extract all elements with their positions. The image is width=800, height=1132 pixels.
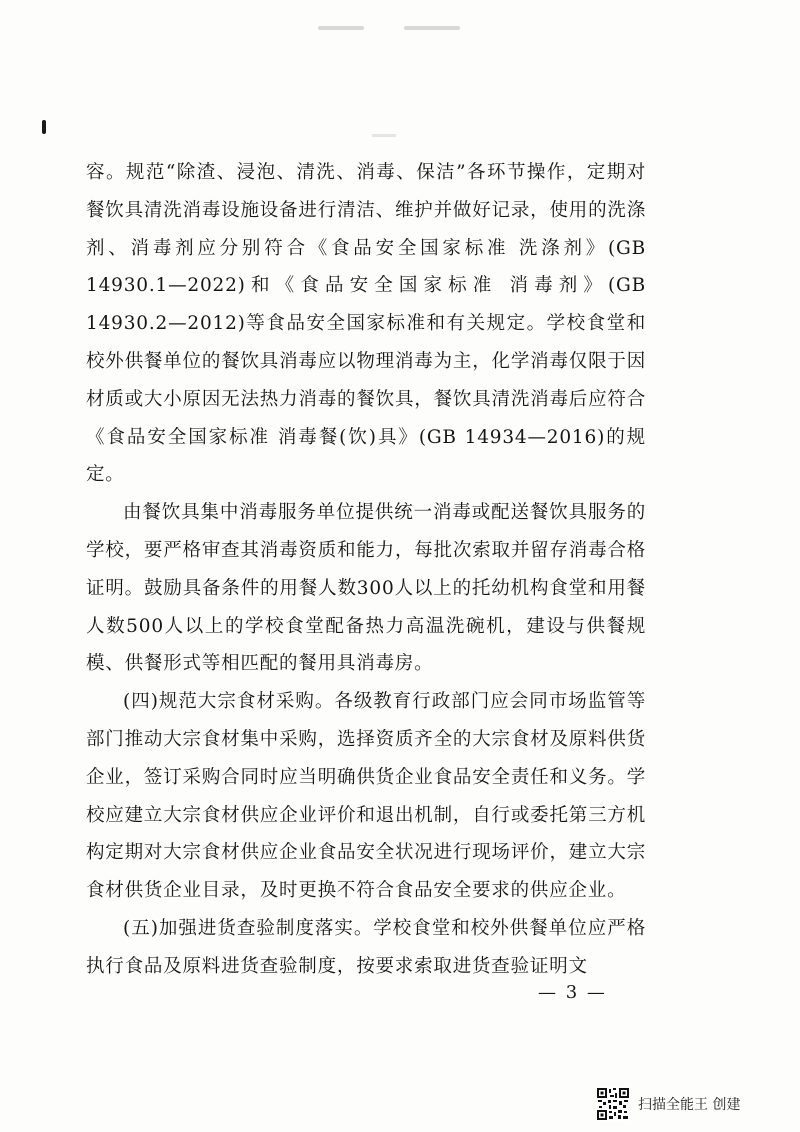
scan-mark (372, 134, 396, 137)
paragraph-3: (四)规范大宗食材采购。各级教育行政部门应会同市场监管等部门推动大宗食材集中采购，选择资质齐全的大宗食材及原料供货企业，签订采购合同时应当明确供货企业食品安全责任和义务。学校应建立大宗食材供应企业评价和退出机制，自行或委托第三方机构定期对大宗食材供应企业食品安全状况进行现场评价，建立大宗食材供货企业目录，及时更换不符合食品安全要求的供应企业。 (86, 691, 646, 902)
scan-smudge (318, 26, 364, 30)
page-number: — 3 — (538, 982, 607, 1003)
paragraph-2: 由餐饮具集中消毒服务单位提供统一消毒或配送餐饮具服务的学校，要严格审查其消毒资质和能力，每批次索取并留存消毒合格证明。鼓励具备条件的用餐人数300人以上的托幼机构食堂和用餐人数500人以上的学校食堂配备热力高温洗碗机，建设与供餐规模、供餐形式等相匹配的餐用具消毒房。 (86, 502, 646, 675)
document-body (86, 154, 646, 986)
qr-code-icon (596, 1087, 630, 1121)
paragraph-1: 容。规范“除渣、浸泡、清洗、消毒、保洁”各环节操作，定期对餐饮具清洗消毒设施设备进行清洁、维护并做好记录，使用的洗涤剂、消毒剂应分别符合《食品安全国家标准 洗涤剂》(GB 14930.1—2022)和《食品安全国家标准 消毒剂》(GB 14930.2—2012)等食品安全国家标准和有关规定。学校食堂和校外供餐单位的餐饮具消毒应以物理消毒为主，化学消毒仅限于因材质或大小原因无法热力消毒的餐饮具，餐饮具清洗消毒后应符合《食品安全国家标准 消毒餐(饮)具》(GB 14934—2016)的规定。 (86, 162, 646, 486)
paragraph-4: (五)加强进货查验制度落实。学校食堂和校外供餐单位应严格执行食品及原料进货查验制度，按要求索取进货查验证明文 (86, 917, 646, 977)
scanner-watermark (596, 1086, 740, 1122)
scan-smudge (404, 26, 460, 30)
watermark-text: 扫描全能王 创建 (638, 1097, 741, 1113)
scan-mark (42, 120, 46, 134)
